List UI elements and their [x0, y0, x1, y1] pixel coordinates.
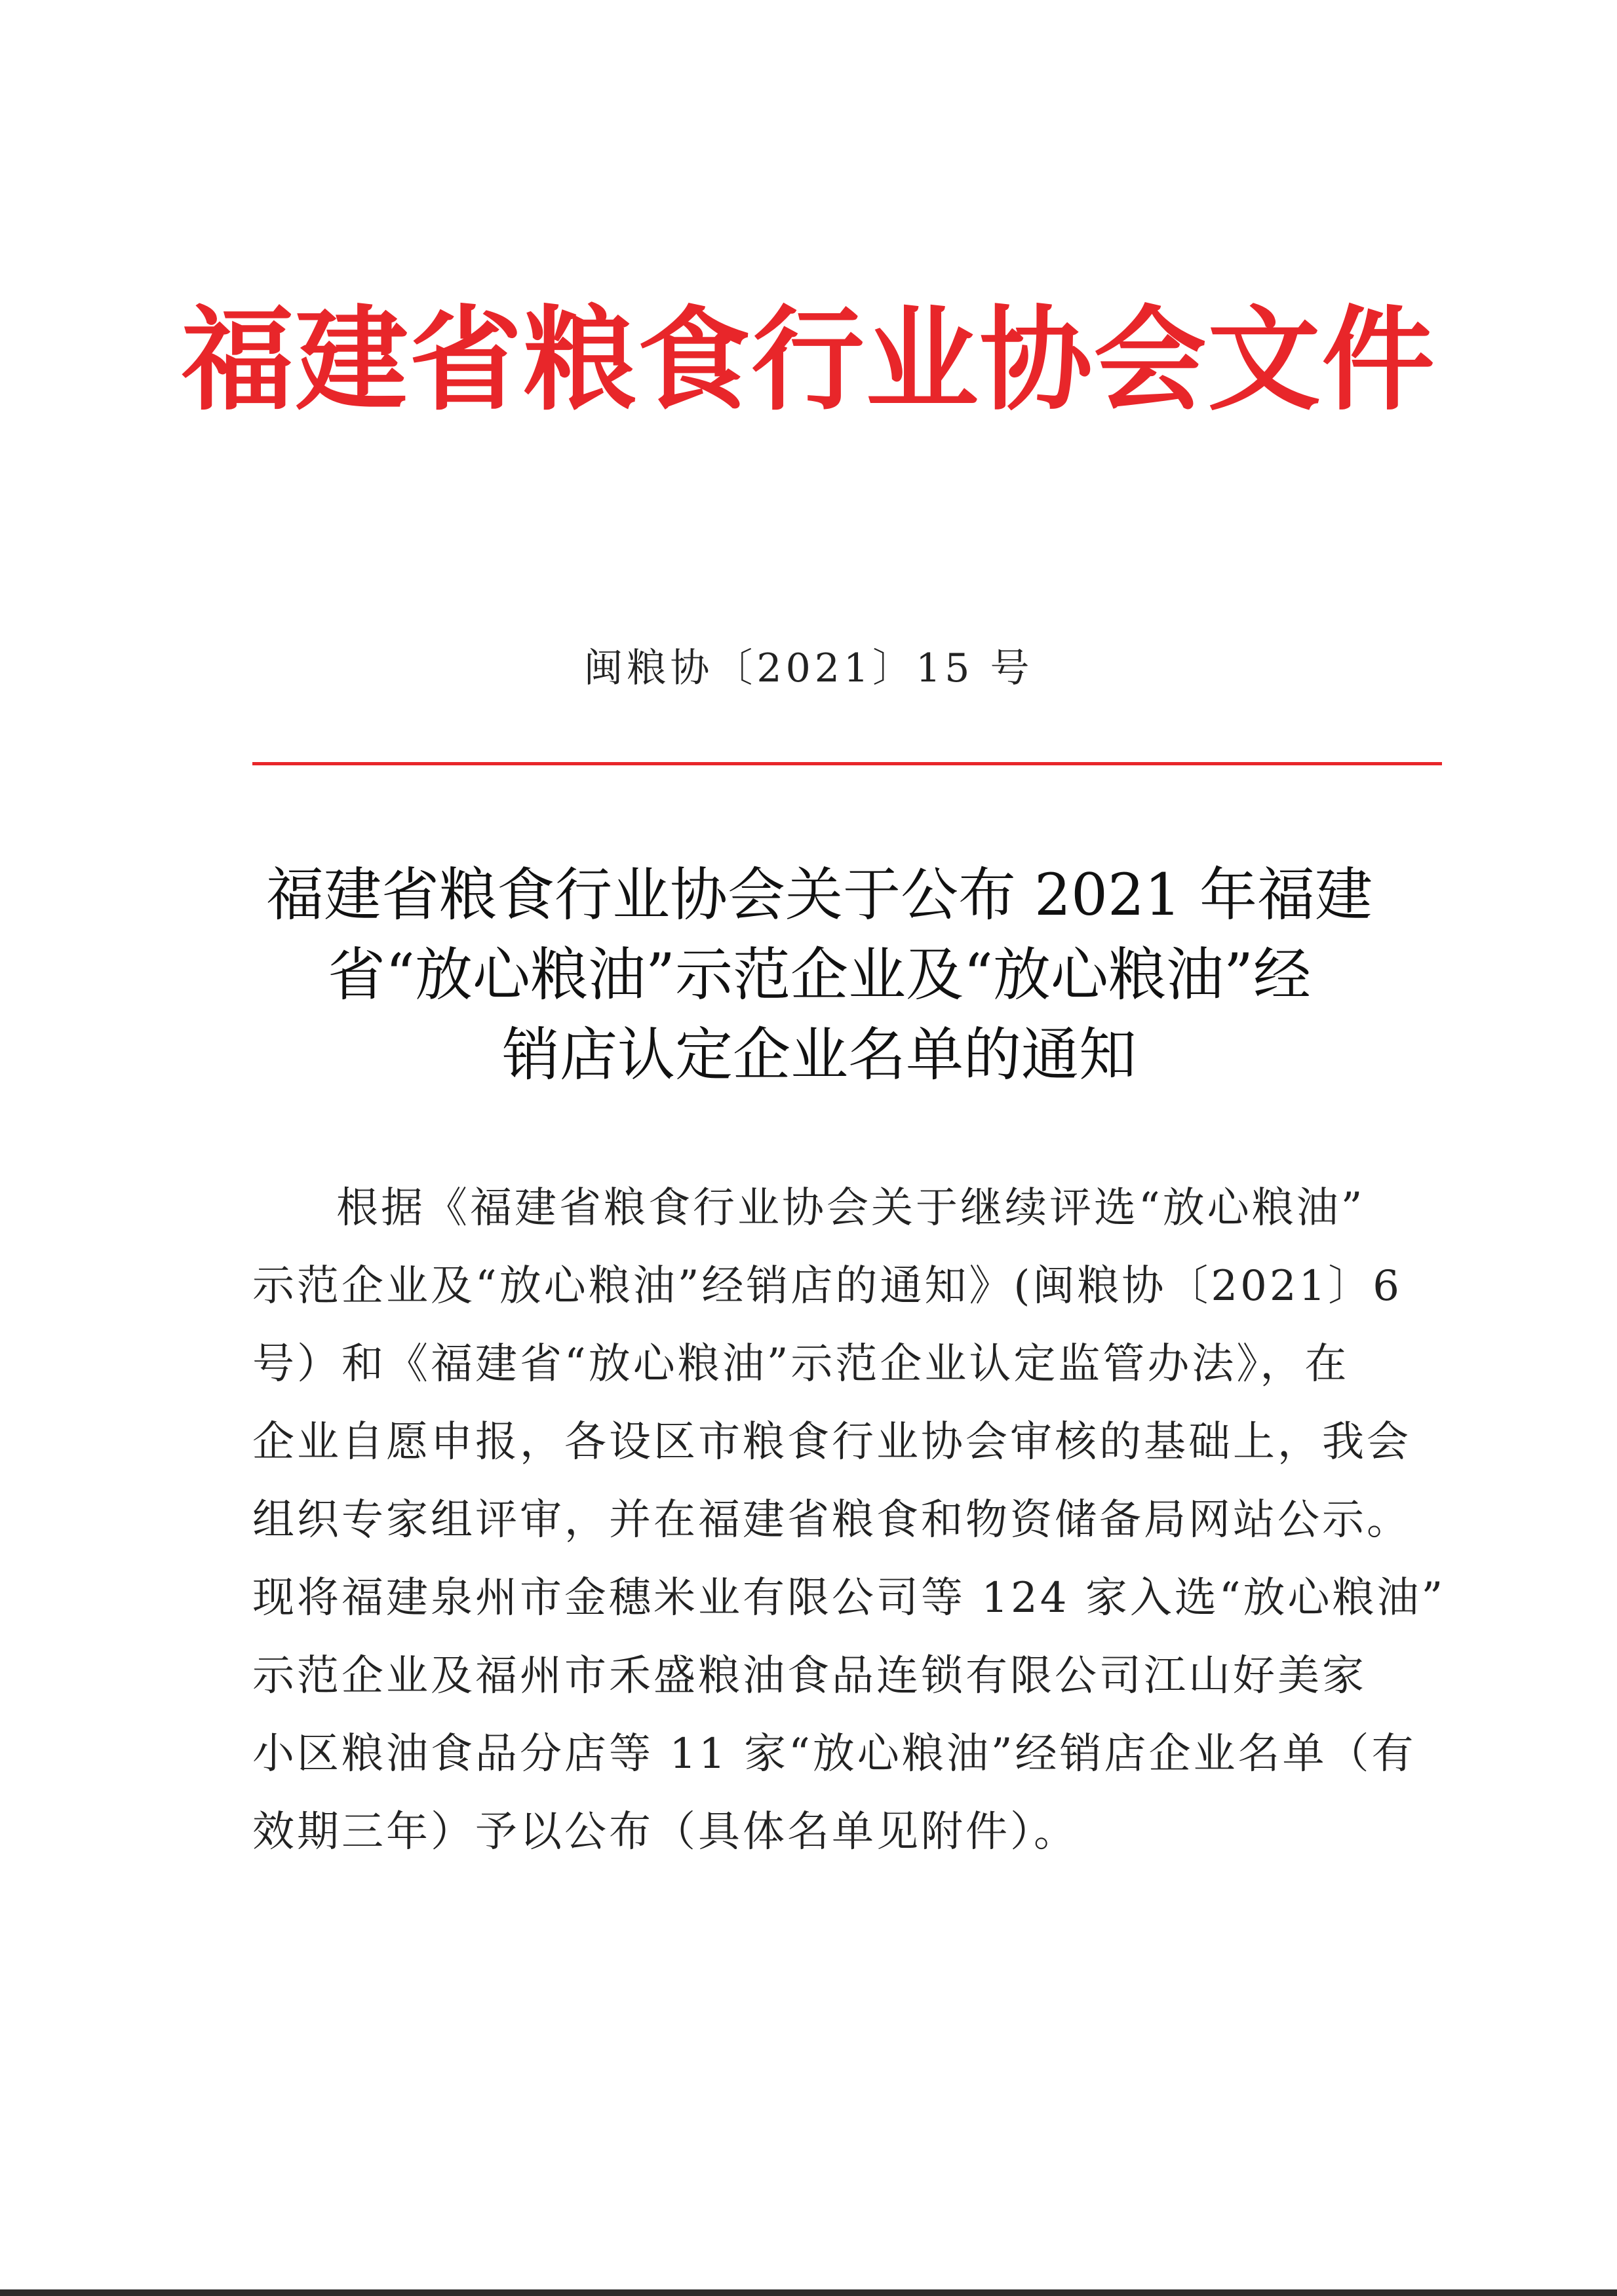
body-line: 示范企业及福州市禾盛粮油食品连锁有限公司江山好美家: [252, 1652, 1367, 1700]
body-line: 根据《福建省粮食行业协会关于继续评选“放心粮油”: [336, 1184, 1365, 1233]
body-line: 企业自愿申报，各设区市粮食行业协会审核的基础上，我会: [252, 1418, 1411, 1466]
notice-title: [249, 855, 1390, 1095]
body-line: 小区粮油食品分店等 11 家“放心粮油”经销店企业名单（有: [252, 1730, 1416, 1778]
masthead-title: 福建省粮食行业协会文件: [181, 294, 1436, 426]
notice-title-line: 福建省粮食行业协会关于公布 2021 年福建: [266, 861, 1373, 928]
document-number: 闽粮协〔2021〕15 号: [583, 645, 1034, 691]
body-line: 现将福建泉州市金穗米业有限公司等 124 家入选“放心粮油”: [252, 1574, 1446, 1622]
body-line: 号）和《福建省“放心粮油”示范企业认定监管办法》，在: [252, 1340, 1350, 1388]
red-divider-line: [252, 762, 1442, 765]
body-line: 效期三年）予以公布（具体名单见附件）。: [252, 1808, 1078, 1856]
body-line: 组织专家组评审，并在福建省粮食和物资储备局网站公示。: [252, 1496, 1411, 1544]
notice-title-line: 省“放心粮油”示范企业及“放心粮油”经: [328, 941, 1311, 1008]
scan-bottom-edge: [0, 2289, 1617, 2296]
notice-title-line: 销店认定企业名单的通知: [501, 1021, 1137, 1088]
notice-body: [252, 1170, 1446, 1871]
body-line: 示范企业及“放心粮油”经销店的通知》(闽粮协〔2021〕6: [252, 1262, 1402, 1311]
